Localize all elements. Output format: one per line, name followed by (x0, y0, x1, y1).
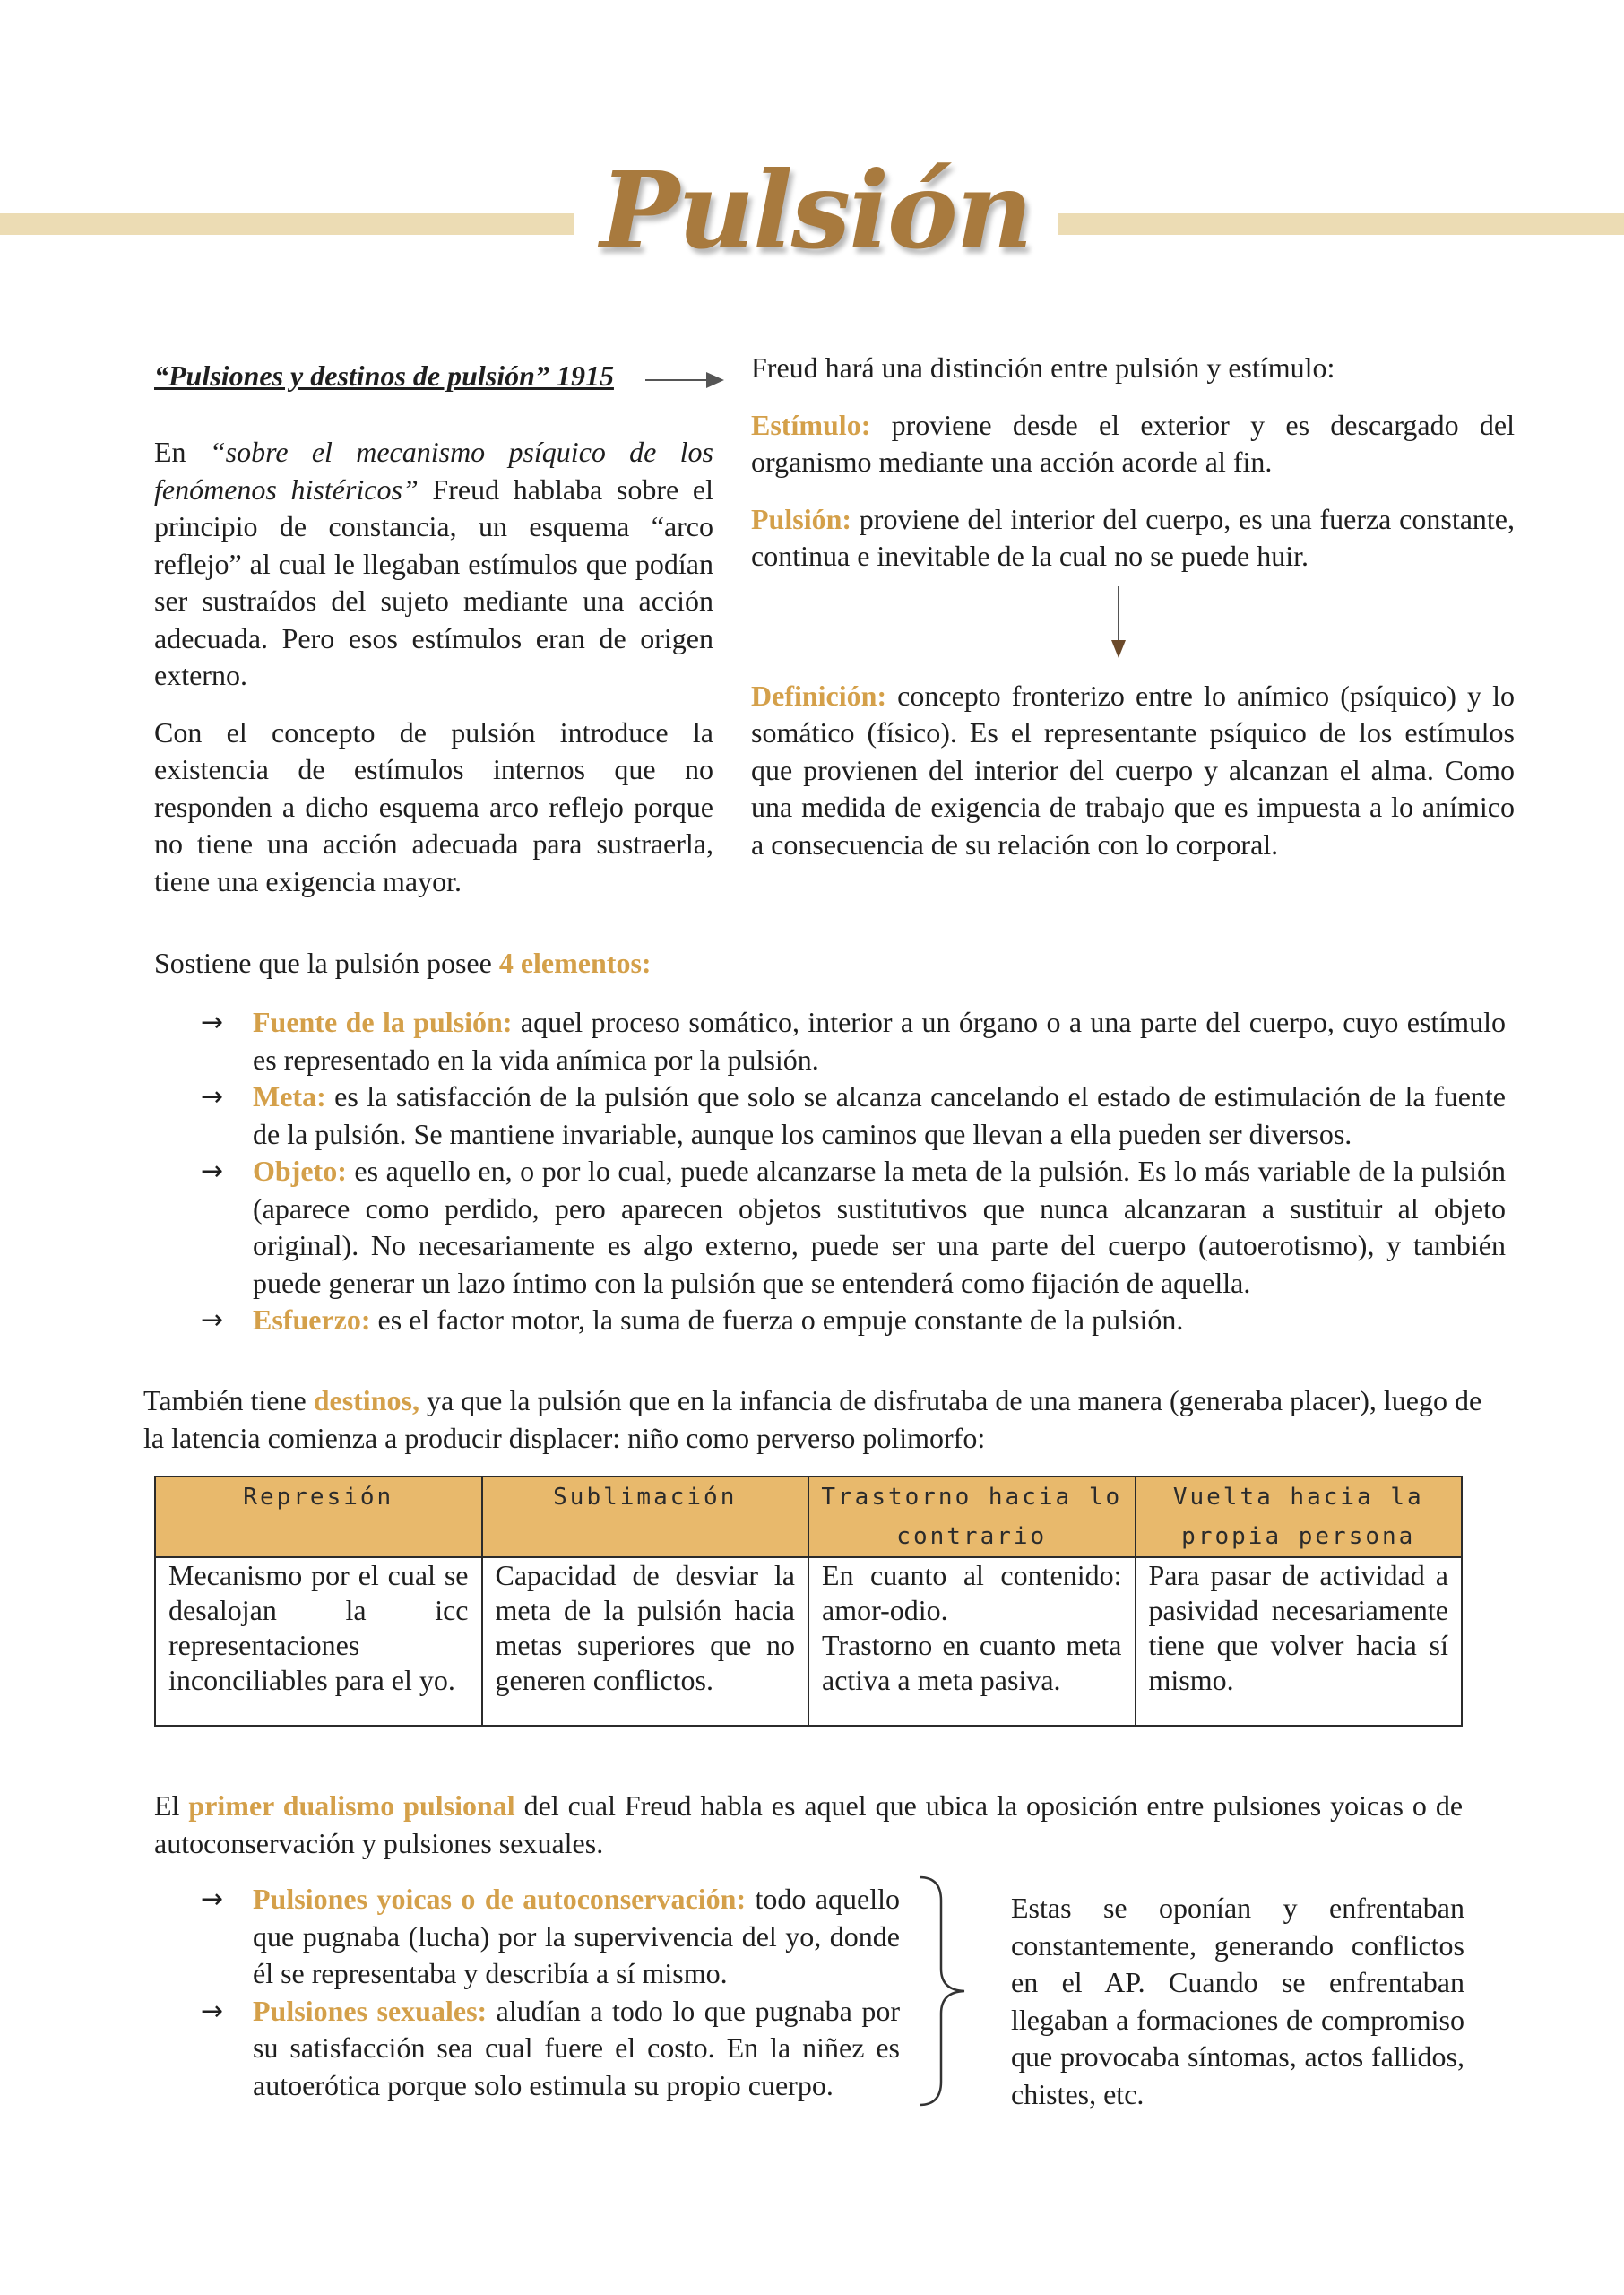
table-cell: Capacidad de desviar la meta de la pulsión hacia metas superiores que no generen conflictos. (482, 1557, 809, 1726)
elements-intro-text: Sostiene que la pulsión posee (154, 947, 499, 979)
arrow-connector-icon (645, 371, 726, 389)
item-label: Objeto: (253, 1155, 347, 1187)
definicion-paragraph (751, 678, 1515, 864)
item-label: Meta: (253, 1080, 326, 1113)
intro-paragraph (154, 434, 713, 695)
para1-intro: En (154, 436, 210, 468)
elements-intro (154, 945, 961, 983)
table-row (155, 1557, 1462, 1726)
cell-line: Trastorno en cuanto meta activa a meta pasiva. (822, 1629, 1122, 1696)
dualismo-intro (154, 1788, 1463, 1862)
definicion-text: concepto fronterizo entre lo anímico (psíquico) y lo somático (físico). Es el representante psíquico de los estímulos que provienen del interior del cuerpo y alcanzan el alma. Como una medida de exigencia de trabajo que es impuesta a lo anímico a consecuencia de su relación con lo corporal. (751, 679, 1515, 861)
list-item (201, 1078, 1506, 1153)
estimulo-label: Estímulo: (751, 408, 871, 441)
pulsion-text: proviene del interior del cuerpo, es una fuerza constante, continua e inevitable de la cual no se puede huir. (751, 502, 1515, 572)
page-title: Pulsión (600, 148, 1032, 273)
item-text: todo aquello que pugnaba (lucha) por la supervivencia del yo, donde él se representaba y describía a sí mismo. (253, 1883, 900, 1989)
table-header-cell: Sublimación (482, 1477, 809, 1557)
right-arrow-icon: → (201, 1304, 224, 1336)
right-arrow-icon: → (201, 1081, 224, 1113)
dualismo-note: Estas se oponían y enfrentaban constantemente, generando conflictos en el AP. Cuando se enfrentaban llegaban a formaciones de compromiso que provocaba síntomas, actos fallidos, chistes, etc. (1011, 1892, 1464, 2110)
right-brace-icon (914, 1874, 968, 2109)
left-column (154, 357, 713, 900)
dualismo-intro-start: El (154, 1789, 189, 1822)
cell-line: En cuanto al contenido: amor-odio. (822, 1559, 1122, 1626)
list-item (201, 1993, 900, 2105)
distinction-intro: Freud hará una distinción entre pulsión y estímulo: (751, 351, 1335, 384)
item-label: Esfuerzo: (253, 1303, 371, 1336)
section-heading: “Pulsiones y destinos de pulsión” 1915 (154, 359, 614, 392)
pulsion-concept-paragraph: Con el concepto de pulsión introduce la existencia de estímulos internos que no responden a dicho esquema arco reflejo porque no tiene una acción adecuada para sustraerla, tiene una exigencia mayor. (154, 715, 713, 897)
table-cell (808, 1557, 1136, 1726)
down-arrow-icon (1108, 586, 1129, 660)
table-header-row (155, 1477, 1462, 1557)
item-text: es el factor motor, la suma de fuerza o empuje constante de la pulsión. (370, 1303, 1184, 1336)
elements-list (201, 1004, 1506, 1339)
right-arrow-icon: → (201, 1156, 224, 1187)
table-header-cell: Trastorno hacia lo contrario (808, 1477, 1136, 1557)
table-cell: Para pasar de actividad a pasividad necesariamente tiene que volver hacia sí mismo. (1136, 1557, 1463, 1726)
item-label: Pulsiones yoicas o de autoconservación: (253, 1883, 747, 1915)
destinos-table (154, 1476, 1463, 1727)
para1-rest: Freud hablaba sobre el principio de constancia, un esquema “arco reflejo” al cual le llegaban estímulos que podían ser sustraídos del sujeto mediante una acción adecuada. Pero esos estímulos eran de origen externo. (154, 472, 714, 691)
destinos-intro-start: También tiene (143, 1384, 314, 1416)
item-text: aquel proceso somático, interior a un órgano o a una parte del cuerpo, cuyo estímulo es representado en la vida anímica por la pulsión. (253, 1006, 1507, 1076)
table-header-cell: Vuelta hacia la propia persona (1136, 1477, 1463, 1557)
title-container (574, 143, 1058, 287)
para1-italic-title: “sobre el mecanismo psíquico de los fenómenos histéricos” (154, 436, 713, 506)
list-item (201, 1881, 900, 1993)
estimulo-definition (751, 407, 1515, 481)
right-arrow-icon: → (201, 1884, 224, 1915)
pulsion-definition (751, 501, 1515, 576)
pulsion-label: Pulsión: (751, 502, 852, 535)
dualismo-list (201, 1881, 900, 2104)
dualismo-intro-highlight: primer dualismo pulsional (188, 1789, 515, 1822)
right-column (751, 350, 1515, 863)
list-item (201, 1302, 1506, 1339)
list-item (201, 1004, 1506, 1078)
estimulo-text: proviene desde el exterior y es descargado del organismo mediante una acción acorde al fin. (751, 408, 1515, 478)
destinos-intro-rest: ya que la pulsión que en la infancia de disfrutaba de una manera (generaba placer), luego de la latencia comienza a producir displacer: niño como perverso polimorfo: (143, 1384, 1482, 1454)
table-header-cell: Represión (155, 1477, 482, 1557)
dualismo-intro-rest: del cual Freud habla es aquel que ubica la oposición entre pulsiones yoicas o de autoconservación y pulsiones sexuales. (154, 1789, 1464, 1859)
destinos-intro (143, 1382, 1506, 1457)
item-text: es la satisfacción de la pulsión que solo se alcanza cancelando el estado de estimulación de la fuente de la pulsión. Se mantiene invariable, aunque los caminos que llevan a ella pueden ser diversos. (253, 1080, 1506, 1150)
right-arrow-icon: → (201, 1007, 224, 1038)
item-text: aludían a todo lo que pugnaba por su satisfacción sea cual fuere el costo. En la niñez es autoerótica porque solo estimula su propio cuerpo. (253, 1994, 900, 2101)
item-label: Pulsiones sexuales: (253, 1994, 488, 2027)
destinos-intro-highlight: destinos, (313, 1384, 419, 1416)
elements-intro-highlight: 4 elementos: (498, 947, 652, 979)
list-item (201, 1153, 1506, 1302)
item-text: es aquello en, o por lo cual, puede alcanzarse la meta de la pulsión. Es lo más variable de la pulsión (aparece como perdido, pero aparecen objetos sustitutivos que nunca alcanzaran a sustituir al objeto original). No necesariamente es algo externo, puede ser una parte del cuerpo (autoerotismo), y también puede generar un lazo íntimo con la pulsión que se entenderá como fijación de aquella. (253, 1155, 1506, 1299)
item-label: Fuente de la pulsión: (253, 1006, 513, 1038)
right-arrow-icon: → (201, 1995, 224, 2027)
table-cell: Mecanismo por el cual se desalojan la icc representaciones inconciliables para el yo. (155, 1557, 482, 1726)
definicion-label: Definición: (751, 679, 887, 712)
